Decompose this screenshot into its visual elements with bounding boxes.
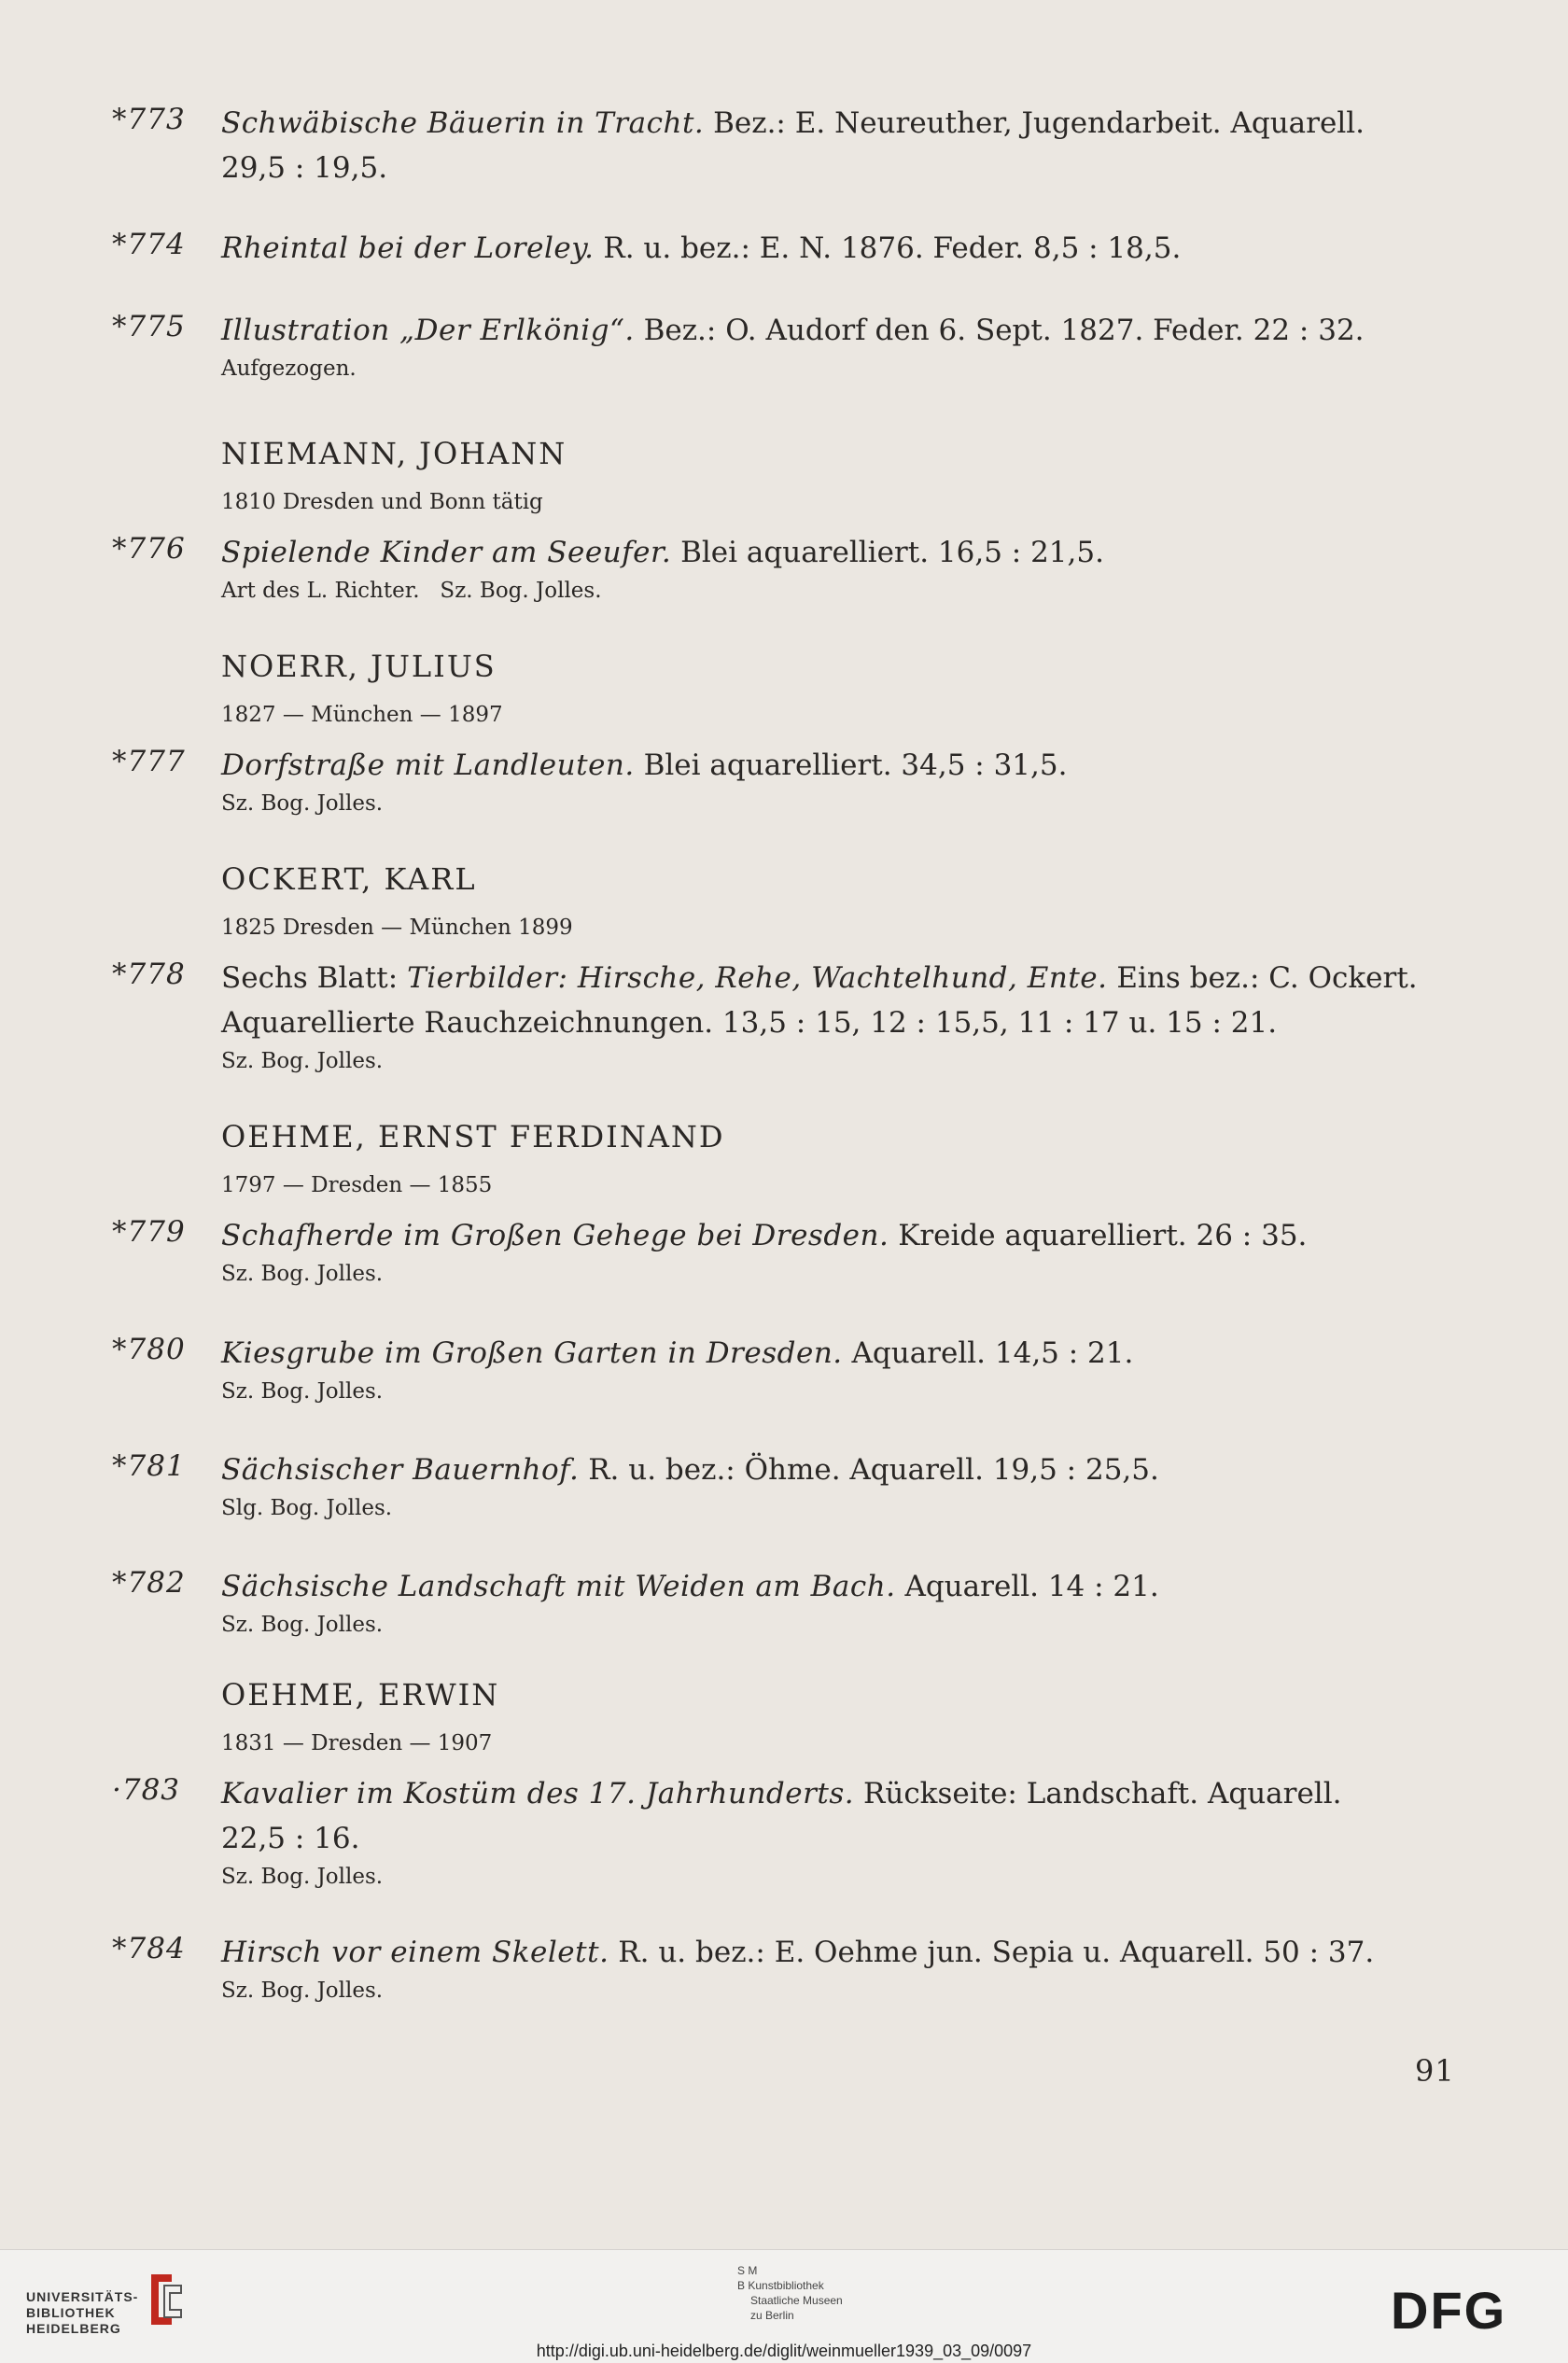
artist-name: OCKERT, KARL <box>221 861 477 897</box>
artist-heading <box>221 1674 499 1762</box>
page-number: 91 <box>1415 2053 1455 2089</box>
entry-note: Sz. Bog. Jolles. <box>221 791 384 816</box>
entry-description: Kreide aquarelliert. 26 : 35. <box>889 1219 1308 1252</box>
dfg-logo[interactable] <box>1391 2286 1540 2338</box>
lot-number: *773 <box>112 103 186 136</box>
artist-heading <box>221 1116 725 1204</box>
stamp-line: zu Berlin <box>750 2309 794 2322</box>
university-library-logo[interactable] <box>26 2289 138 2337</box>
entry-description: Aquarell. 14 : 21. <box>895 1570 1159 1603</box>
lot-number: *779 <box>112 1215 186 1249</box>
artist-heading <box>221 433 567 521</box>
lot-number: *780 <box>112 1333 186 1366</box>
entry-description: Blei aquarelliert. 34,5 : 31,5. <box>634 748 1068 782</box>
library-mark-icon <box>144 2272 187 2330</box>
artist-life-dates: 1831 — Dresden — 1907 <box>221 1731 493 1755</box>
artist-life-dates: 1810 Dresden und Bonn tätig <box>221 490 543 514</box>
lot-number: *784 <box>112 1932 186 1965</box>
entry-title: Rheintal bei der Loreley. <box>221 231 595 265</box>
artist-life-dates: 1825 Dresden — München 1899 <box>221 916 573 940</box>
entry-description: Eins bez.: C. Ockert. <box>1107 961 1418 995</box>
entry-note: Aufgezogen. <box>221 357 357 381</box>
entry-title: Kiesgrube im Großen Garten in Dresden. <box>221 1336 843 1370</box>
entry-description: Rückseite: Landschaft. Aquarell. <box>854 1777 1342 1811</box>
artist-life-dates: 1797 — Dresden — 1855 <box>221 1173 493 1197</box>
entry-note: Art des L. Richter. Sz. Bog. Jolles. <box>221 579 602 603</box>
lot-number: *777 <box>112 745 186 778</box>
entry-description: R. u. bez.: E. N. 1876. Feder. 8,5 : 18,5. <box>594 231 1182 265</box>
entry-description: Bez.: E. Neureuther, Jugendarbeit. Aquarell. <box>704 106 1365 140</box>
entry-note: Sz. Bog. Jolles. <box>221 1262 384 1286</box>
artist-name: NIEMANN, JOHANN <box>221 436 567 471</box>
entry-continuation: 29,5 : 19,5. <box>221 151 388 185</box>
lot-number: *776 <box>112 532 186 566</box>
entry-title: Sächsischer Bauernhof. <box>221 1453 580 1487</box>
entry-title: Sächsische Landschaft mit Weiden am Bach. <box>221 1570 896 1603</box>
entry-note: Slg. Bog. Jolles. <box>221 1496 393 1520</box>
entry-title: Tierbilder: Hirsche, Rehe, Wachtelhund, Ente. <box>407 961 1108 995</box>
lot-number: *781 <box>112 1449 186 1483</box>
artist-heading <box>221 859 573 946</box>
entry-description: Blei aquarelliert. 16,5 : 21,5. <box>671 536 1104 569</box>
entry-continuation: Aquarellierte Rauchzeichnungen. 13,5 : 15, 12 : 15,5, 11 : 17 u. 15 : 21. <box>221 1006 1278 1040</box>
entry-title: Hirsch vor einem Skelett. <box>221 1936 609 1969</box>
entry-prefix: Sechs Blatt: <box>221 961 408 995</box>
artist-name: OEHME, ERNST FERDINAND <box>221 1119 725 1154</box>
stamp-line: S M <box>737 2264 758 2277</box>
artist-heading <box>221 646 503 734</box>
entry-note: Sz. Bog. Jolles. <box>221 1049 384 1073</box>
stamp-line: B Kunstbibliothek <box>737 2279 824 2292</box>
logo-line: UNIVERSITÄTS- <box>26 2289 139 2304</box>
stamp-line: Staatliche Museen <box>750 2294 843 2307</box>
lot-number: *775 <box>112 310 186 343</box>
entry-description: R. u. bez.: Öhme. Aquarell. 19,5 : 25,5. <box>579 1453 1159 1487</box>
lot-number: ·783 <box>112 1773 181 1807</box>
entry-description: R. u. bez.: E. Oehme jun. Sepia u. Aquarell. 50 : 37. <box>609 1936 1375 1969</box>
lot-number: *782 <box>112 1566 186 1600</box>
lot-number: *774 <box>112 228 186 261</box>
entry-title: Schafherde im Großen Gehege bei Dresden. <box>221 1219 889 1252</box>
entry-description: Bez.: O. Audorf den 6. Sept. 1827. Feder. 22 : 32. <box>634 314 1365 347</box>
entry-title: Kavalier im Kostüm des 17. Jahrhunderts. <box>221 1777 855 1811</box>
artist-name: NOERR, JULIUS <box>221 649 497 684</box>
entry-note: Sz. Bog. Jolles. <box>221 1379 384 1404</box>
entry-title: Illustration „Der Erlkönig“. <box>221 314 635 347</box>
entry-note: Sz. Bog. Jolles. <box>221 1865 384 1889</box>
logo-line: HEIDELBERG <box>26 2321 121 2336</box>
artist-name: OEHME, ERWIN <box>221 1677 500 1713</box>
entry-title: Spielende Kinder am Seeufer. <box>221 536 672 569</box>
entry-title: Schwäbische Bäuerin in Tracht. <box>221 106 705 140</box>
logo-line: BIBLIOTHEK <box>26 2305 116 2320</box>
permalink-url[interactable]: http://digi.ub.uni-heidelberg.de/diglit/weinmueller1939_03_09/0097 <box>536 2342 1032 2360</box>
entry-description: Aquarell. 14,5 : 21. <box>842 1336 1134 1370</box>
museum-stamp <box>737 2263 843 2323</box>
entry-continuation: 22,5 : 16. <box>221 1822 360 1855</box>
entry-note: Sz. Bog. Jolles. <box>221 1613 384 1637</box>
lot-number: *778 <box>112 958 186 991</box>
dfg-logo-icon <box>1391 2286 1540 2334</box>
artist-life-dates: 1827 — München — 1897 <box>221 703 503 727</box>
viewer-footer <box>0 2249 1568 2363</box>
entry-note: Sz. Bog. Jolles. <box>221 1978 384 2003</box>
dfg-logo-text: DFG <box>1391 2286 1507 2334</box>
entry-title: Dorfstraße mit Landleuten. <box>221 748 635 782</box>
